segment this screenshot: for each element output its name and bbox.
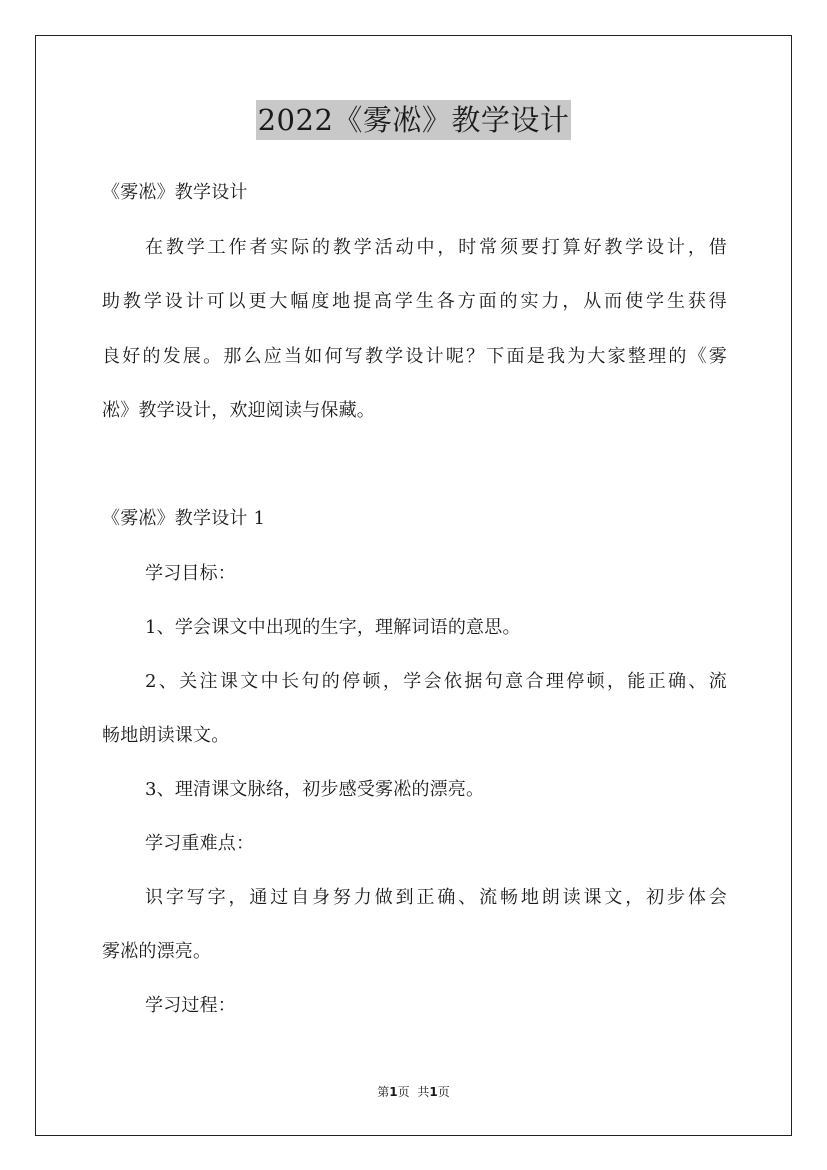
section-heading: 《雾凇》教学设计	[102, 182, 248, 203]
footer-page-pre: 第	[377, 1085, 390, 1099]
footer-total-post: 页	[437, 1085, 450, 1099]
paragraph-line: 雾凇的漂亮。	[102, 941, 212, 962]
document-title: 2022《雾凇》教学设计	[256, 100, 572, 140]
footer-page-post: 页	[397, 1085, 410, 1099]
paragraph-line: 3、理清课文脉络，初步感受雾凇的漂亮。	[145, 779, 485, 800]
subheading: 学习目标：	[145, 563, 236, 584]
subheading: 学习过程：	[145, 995, 236, 1016]
paragraph-line: 畅地朗读课文。	[102, 725, 230, 746]
page-footer	[0, 1084, 827, 1100]
footer-page-num: 1	[389, 1085, 398, 1099]
subheading: 学习重难点：	[145, 833, 255, 854]
footer-total-num: 1	[429, 1085, 438, 1099]
paragraph-line: 1、学会课文中出现的生字，理解词语的意思。	[145, 617, 521, 638]
section-heading: 《雾凇》教学设计 1	[102, 508, 266, 529]
paragraph-line: 助教学设计可以更大幅度地提高学生各方面的实力，从而使学生获得	[102, 291, 727, 312]
paragraph-line: 在教学工作者实际的教学活动中，时常须要打算好教学设计，借	[145, 237, 727, 258]
footer-total-pre: 共	[417, 1085, 430, 1099]
paragraph-line: 识字写字，通过自身努力做到正确、流畅地朗读课文，初步体会	[145, 887, 727, 908]
title-wrap	[0, 100, 827, 140]
paragraph-line: 良好的发展。那么应当如何写教学设计呢？下面是我为大家整理的《雾	[102, 346, 727, 367]
paragraph-line: 凇》教学设计，欢迎阅读与保藏。	[102, 400, 375, 421]
paragraph-line: 2、关注课文中长句的停顿，学会依据句意合理停顿，能正确、流	[145, 671, 727, 692]
